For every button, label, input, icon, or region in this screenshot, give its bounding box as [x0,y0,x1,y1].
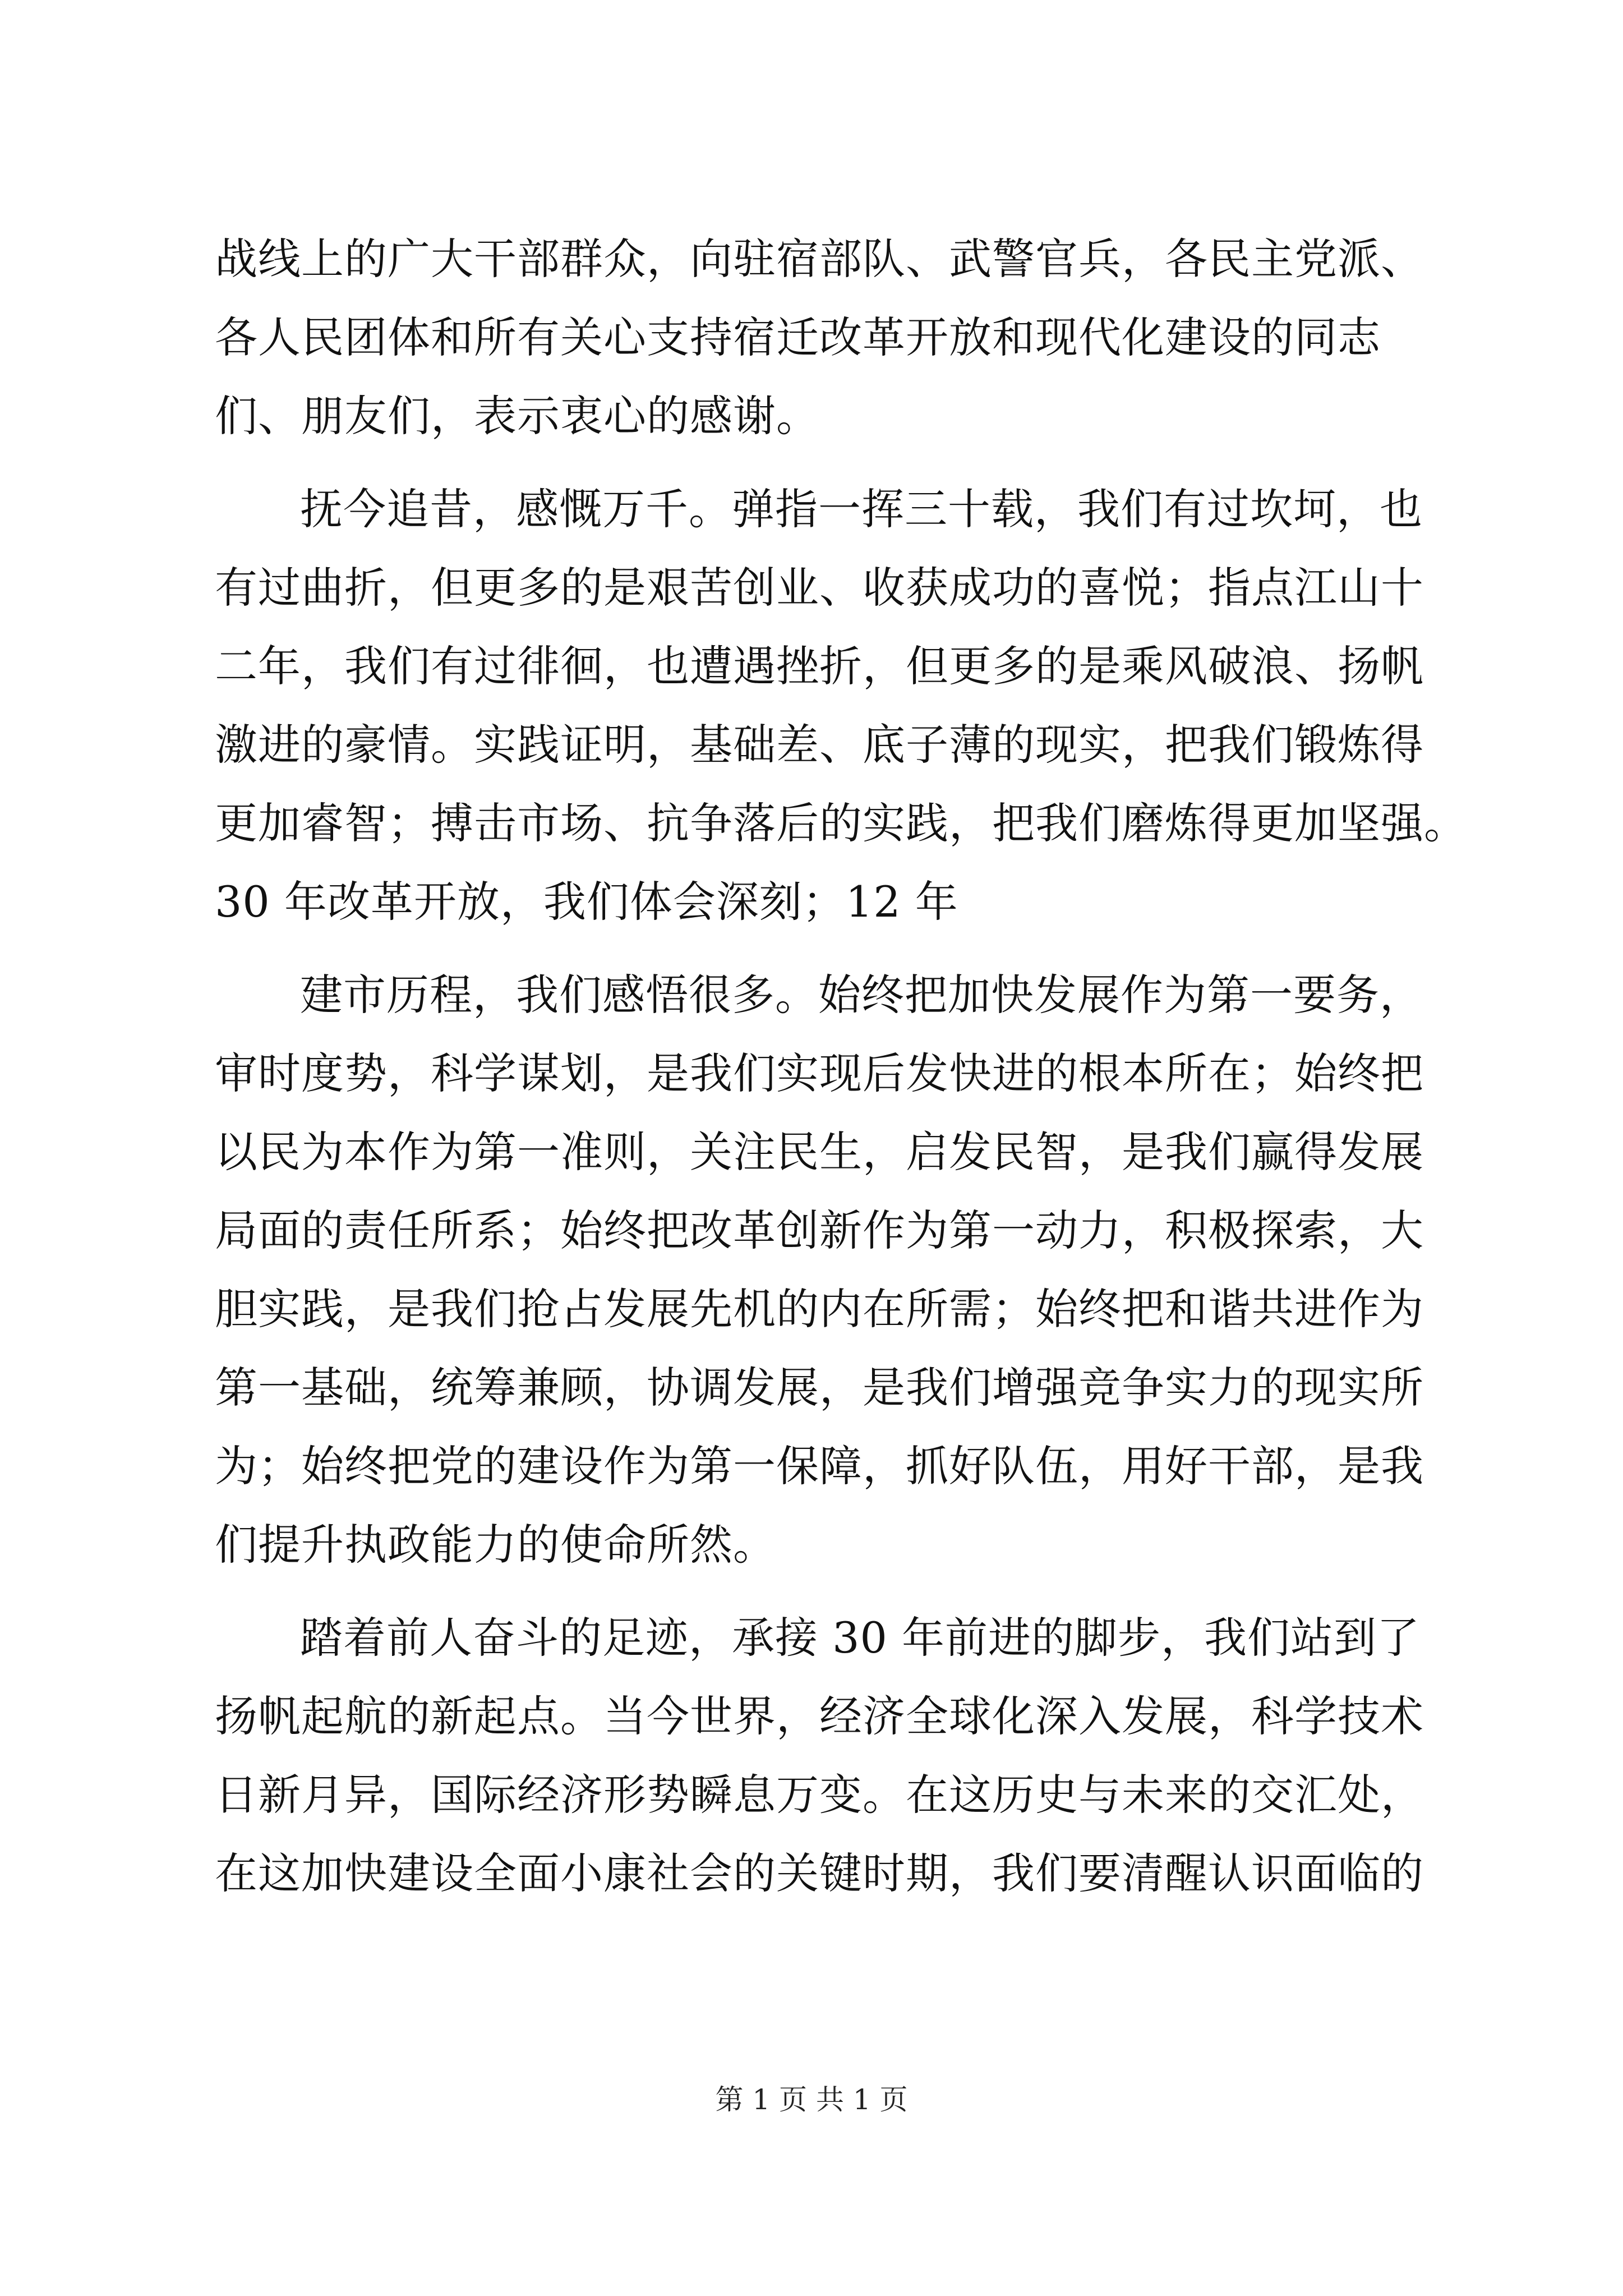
text-line: 日新月异，国际经济形势瞬息万变。在这历史与未来的交汇处， [215,1770,1424,1820]
text-line: 局面的责任所系；始终把改革创新作为第一动力，积极探索，大 [215,1205,1424,1255]
paragraph-1 [215,220,1424,455]
text-line: 抚今追昔，感慨万千。弹指一挥三十载，我们有过坎坷，也 [300,484,1423,534]
text-line: 建市历程，我们感悟很多。始终把加快发展作为第一要务， [300,970,1423,1020]
document-body [215,220,1467,1913]
paragraph-2 [215,470,1467,941]
text-line: 战线上的广大干部群众，向驻宿部队、武警官兵，各民主党派、 [215,234,1424,284]
text-line: 为；始终把党的建设作为第一保障，抓好队伍，用好干部，是我 [215,1441,1424,1491]
text-line: 们提升执政能力的使命所然。 [215,1520,776,1570]
text-line: 扬帆起航的新起点。当今世界，经济全球化深入发展，科学技术 [215,1691,1424,1741]
text-line: 胆实践，是我们抢占发展先机的内在所需；始终把和谐共进作为 [215,1284,1424,1334]
text-line: 激进的豪情。实践证明，基础差、底子薄的现实，把我们锻炼得 [215,720,1424,770]
text-line: 以民为本作为第一准则，关注民生，启发民智，是我们赢得发展 [215,1127,1424,1177]
text-line: 踏着前人奋斗的足迹，承接 30 年前进的脚步，我们站到了 [300,1613,1421,1663]
page-number-footer: 第 1 页 共 1 页 [715,2083,908,2116]
text-line: 各人民团体和所有关心支持宿迁改革开放和现代化建设的同志 [215,312,1381,362]
text-line: 审时度势，科学谋划，是我们实现后发快进的根本所在；始终把 [215,1048,1424,1098]
paragraph-4 [215,1599,1424,1913]
text-line: 30 年改革开放，我们体会深刻；12 年 [215,877,958,927]
text-line: 更加睿智；搏击市场、抗争落后的实践，把我们磨炼得更加坚强。 [215,798,1467,848]
text-line: 们、朋友们，表示衷心的感谢。 [215,391,819,441]
text-line: 有过曲折，但更多的是艰苦创业、收获成功的喜悦；指点江山十 [215,563,1424,613]
paragraph-3 [215,956,1424,1584]
text-line: 在这加快建设全面小康社会的关键时期，我们要清醒认识面临的 [215,1848,1424,1898]
text-line: 第一基础，统筹兼顾，协调发展，是我们增强竞争实力的现实所 [215,1363,1424,1412]
text-line: 二年，我们有过徘徊，也遭遇挫折，但更多的是乘风破浪、扬帆 [215,641,1424,691]
